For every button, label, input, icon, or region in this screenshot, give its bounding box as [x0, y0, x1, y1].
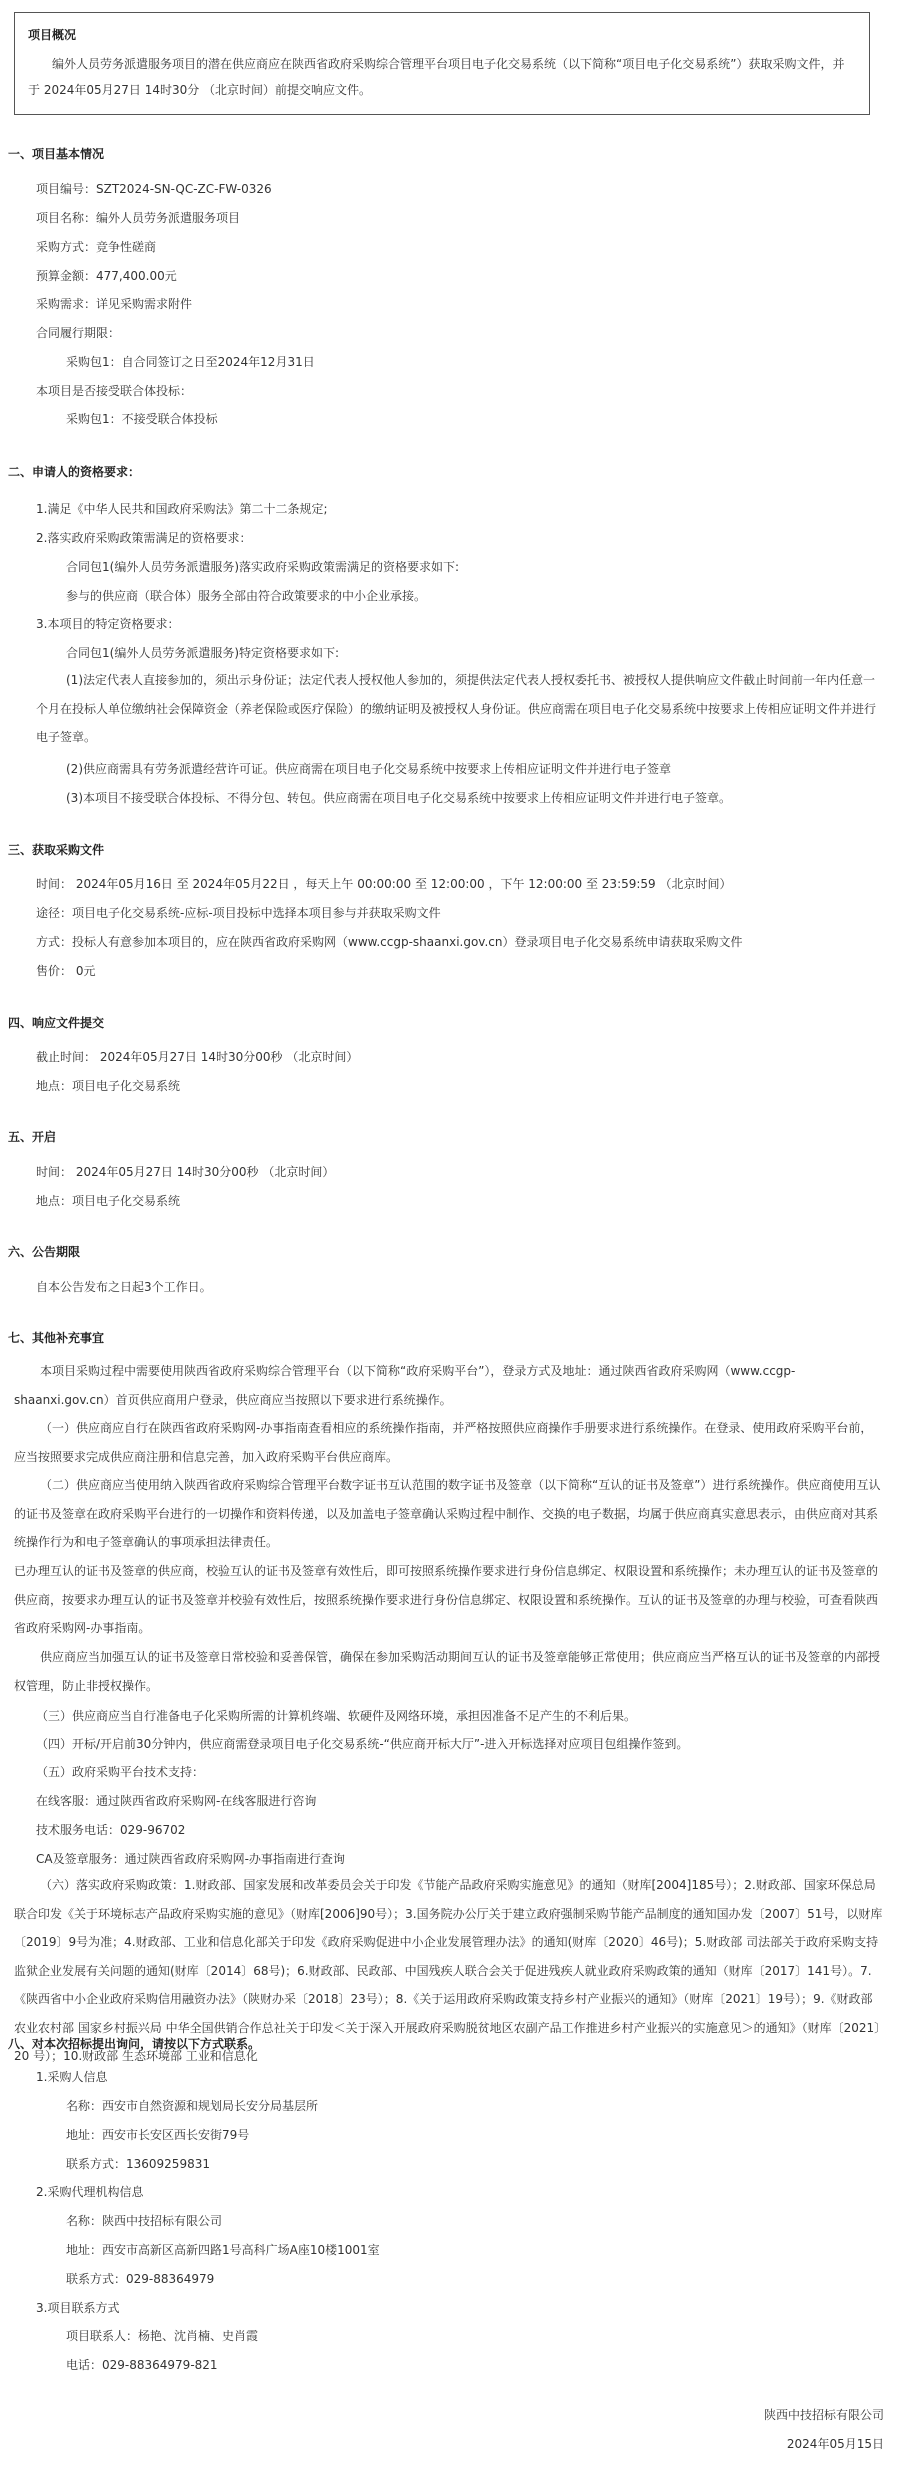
opening-time: 时间： 2024年05月27日 14时30分00秒 （北京时间） — [36, 1165, 335, 1179]
purchaser-address: 地址：西安市长安区西长安街79号 — [66, 2128, 250, 2142]
qualification-2-detail: 合同包1(编外人员劳务派遣服务)落实政府采购政策需满足的资格要求如下: — [66, 560, 460, 574]
section-4-title: 四、响应文件提交 — [8, 1016, 105, 1030]
project-contact-persons: 项目联系人：杨艳、沈肖楠、史肖霞 — [66, 2329, 259, 2343]
project-contact-phone: 电话：029-88364979-821 — [66, 2358, 218, 2372]
qualification-2-sme: 参与的供应商（联合体）服务全部由符合政策要求的中小企业承接。 — [66, 589, 427, 603]
contract-period-label: 合同履行期限： — [36, 326, 121, 340]
qualification-3: 3.本项目的特定资格要求： — [36, 617, 180, 631]
ca-service: CA及签章服务：通过陕西省政府采购网-办事指南进行查询 — [36, 1852, 345, 1866]
obtain-time: 时间： 2024年05月16日 至 2024年05月22日 ，每天上午 00:00:00 至 12:00:00 ，下午 12:00:00 至 23:59:59 （北京时间） — [36, 877, 732, 891]
section-3-title: 三、获取采购文件 — [8, 843, 105, 857]
section-2-title: 二、申请人的资格要求： — [8, 465, 141, 479]
project-name: 项目名称：编外人员劳务派遣服务项目 — [36, 211, 241, 225]
supplement-item-3: （三）供应商应当自行准备电子化采购所需的计算机终端、软硬件及网络环境，承担因准备不足产生的不利后果。 — [36, 1709, 637, 1723]
consortium-label: 本项目是否接受联合体投标： — [36, 384, 193, 398]
procurement-method: 采购方式：竞争性磋商 — [36, 240, 157, 254]
supplement-item-6-policy: （六）落实政府采购政策：1.财政部、国家发展和改革委员会关于印发《节能产品政府采购实施意见》的通知（财库[2004]185号）；2.财政部、国家环保总局联合印发《关于环境标志产品政府采购实施的意见》（财库[2006]90号）；3.国务院办公厅关于建立政府强制采购节能产品制度的通知国办发〔2007〕51号，以财库〔2019〕9号为准；4.财政部、工业和信息化部关于印发《政府采购促进中小企业发展管理办法》的通知(财库〔2020〕46号)；5.财政部 司法部关于政府采购支持监狱企业发展有关问题的通知(财库〔2014〕68号)；6.财政部、民政部、中国残疾人联合会关于促进残疾人就业政府采购政策的通知（财库〔2017〕141号）。7.《陕西省中小企业政府采购信用融资办法》（陕财办采〔2018〕23号）；8.《关于运用政府采购政策支持乡村产业振兴的通知》（财库〔2021〕19号）；9.《财政部 农业农村部 国家乡村振兴局 中华全国供销合作总社关于印发＜关于深入开展政府采购脱贫地区农副产品工作推进乡村产业振兴的实施意见＞的通知》（财库〔2021〕20 号）；10.财政部 生态环境部 工业和信息化 — [14, 1878, 883, 2063]
qualification-3-item-3: (3)本项目不接受联合体投标、不得分包、转包。供应商需在项目电子化交易系统中按要求上传相应证明文件并进行电子签章。 — [66, 791, 732, 805]
supplement-item-2-cert: 已办理互认的证书及签章的供应商，校验互认的证书及签章有效性后，即可按照系统操作要求进行身份信息绑定、权限设置和系统操作；未办理互认的证书及签章的供应商，按要求办理互认的证书及签章并校验有效性后，按照系统操作要求进行身份信息绑定、权限设置和系统操作。互认的证书及签章的办理与校验，可查看陕西省政府采购网-办事指南。 — [14, 1564, 879, 1635]
notice-period: 自本公告发布之日起3个工作日。 — [36, 1280, 212, 1294]
section-8-title: 八、对本次招标提出询问，请按以下方式联系。 — [8, 2037, 261, 2051]
supplement-item-2-keeping: 供应商应当加强互认的证书及签章日常校验和妥善保管，确保在参加采购活动期间互认的证书及签章能够正常使用；供应商应当严格互认的证书及签章的内部授权管理，防止非授权操作。 — [14, 1650, 881, 1693]
qualification-3-item-2: (2)供应商需具有劳务派遣经营许可证。供应商需在项目电子化交易系统中按要求上传相应证明文件并进行电子签章 — [66, 762, 672, 776]
agency-heading: 2.采购代理机构信息 — [36, 2185, 144, 2199]
tech-support-phone: 技术服务电话：029-96702 — [36, 1823, 186, 1837]
supplement-item-5: （五）政府采购平台技术支持： — [36, 1765, 205, 1779]
opening-location: 地点：项目电子化交易系统 — [36, 1194, 181, 1208]
procurement-requirement: 采购需求：详见采购需求附件 — [36, 297, 193, 311]
online-service: 在线客服：通过陕西省政府采购网-在线客服进行咨询 — [36, 1794, 317, 1808]
purchaser-heading: 1.采购人信息 — [36, 2070, 108, 2084]
overview-text: 编外人员劳务派遣服务项目的潜在供应商应在陕西省政府采购综合管理平台项目电子化交易系统（以下简称“项目电子化交易系统”）获取采购文件，并于 2024年05月27日 14时30分 （北京时间）前提交响应文件。 — [28, 57, 845, 97]
overview-title: 项目概况 — [28, 28, 77, 42]
qualification-2: 2.落实政府采购政策需满足的资格要求： — [36, 531, 252, 545]
overview-box — [14, 12, 870, 115]
footer-organization: 陕西中技招标有限公司 — [763, 2408, 884, 2422]
obtain-way: 途径：项目电子化交易系统-应标-项目投标中选择本项目参与并获取采购文件 — [36, 906, 441, 920]
project-number: 项目编号：SZT2024-SN-QC-ZC-FW-0326 — [36, 182, 272, 196]
supplement-item-2: （二）供应商应当使用纳入陕西省政府采购综合管理平台数字证书互认范围的数字证书及签章（以下简称“互认的证书及签章”）进行系统操作。供应商使用互认的证书及签章在政府采购平台进行的一切操作和资料传递，以及加盖电子签章确认采购过程中制作、交换的电子数据，均属于供应商真实意思表示，由供应商对其系统操作行为和电子签章确认的事项承担法律责任。 — [14, 1478, 881, 1549]
section-7-title: 七、其他补充事宜 — [8, 1331, 105, 1345]
qualification-3-item-1: (1)法定代表人直接参加的，须出示身份证；法定代表人授权他人参加的，须提供法定代表人授权委托书、被授权人提供响应文件截止时间前一年内任意一个月在投标人单位缴纳社会保障资金（养老保险或医疗保险）的缴纳证明及被授权人身份证。供应商需在项目电子化交易系统中按要求上传相应证明文件并进行电子签章。 — [36, 673, 877, 744]
agency-address: 地址：西安市高新区高新四路1号高科广场A座10楼1001室 — [66, 2243, 380, 2257]
project-contact-heading: 3.项目联系方式 — [36, 2301, 120, 2315]
section-5-title: 五、开启 — [8, 1130, 57, 1144]
qualification-3-detail: 合同包1(编外人员劳务派遣服务)特定资格要求如下: — [66, 646, 340, 660]
footer-date: 2024年05月15日 — [786, 2437, 884, 2451]
obtain-method: 方式：投标人有意参加本项目的，应在陕西省政府采购网（www.ccgp-shaanxi.gov.cn）登录项目电子化交易系统申请获取采购文件 — [36, 935, 743, 949]
section-1-title: 一、项目基本情况 — [8, 147, 105, 161]
submission-deadline: 截止时间： 2024年05月27日 14时30分00秒 （北京时间） — [36, 1050, 359, 1064]
purchaser-name: 名称：西安市自然资源和规划局长安分局基层所 — [66, 2099, 319, 2113]
agency-contact: 联系方式：029-88364979 — [66, 2272, 215, 2286]
purchaser-contact: 联系方式：13609259831 — [66, 2157, 210, 2171]
supplement-intro: 本项目采购过程中需要使用陕西省政府采购综合管理平台（以下简称“政府采购平台”），登录方式及地址：通过陕西省政府采购网（www.ccgp-shaanxi.gov.cn）首页供应商用户登录，供应商应当按照以下要求进行系统操作。 — [14, 1364, 796, 1407]
budget-amount: 预算金额：477,400.00元 — [36, 269, 177, 283]
supplement-item-1: （一）供应商应自行在陕西省政府采购网-办事指南查看相应的系统操作指南，并严格按照供应商操作手册要求进行系统操作。在登录、使用政府采购平台前，应当按照要求完成供应商注册和信息完善，加入政府采购平台供应商库。 — [14, 1421, 873, 1464]
obtain-price: 售价： 0元 — [36, 964, 96, 978]
qualification-1: 1.满足《中华人民共和国政府采购法》第二十二条规定; — [36, 502, 328, 516]
submission-location: 地点：项目电子化交易系统 — [36, 1079, 181, 1093]
agency-name: 名称：陕西中技招标有限公司 — [66, 2214, 223, 2228]
section-6-title: 六、公告期限 — [8, 1245, 81, 1259]
consortium-value: 采购包1：不接受联合体投标 — [66, 412, 218, 426]
supplement-item-4: （四）开标/开启前30分钟内，供应商需登录项目电子化交易系统-“供应商开标大厅”-进入开标选择对应项目包组操作签到。 — [36, 1737, 689, 1751]
contract-period-value: 采购包1：自合同签订之日至2024年12月31日 — [66, 355, 315, 369]
